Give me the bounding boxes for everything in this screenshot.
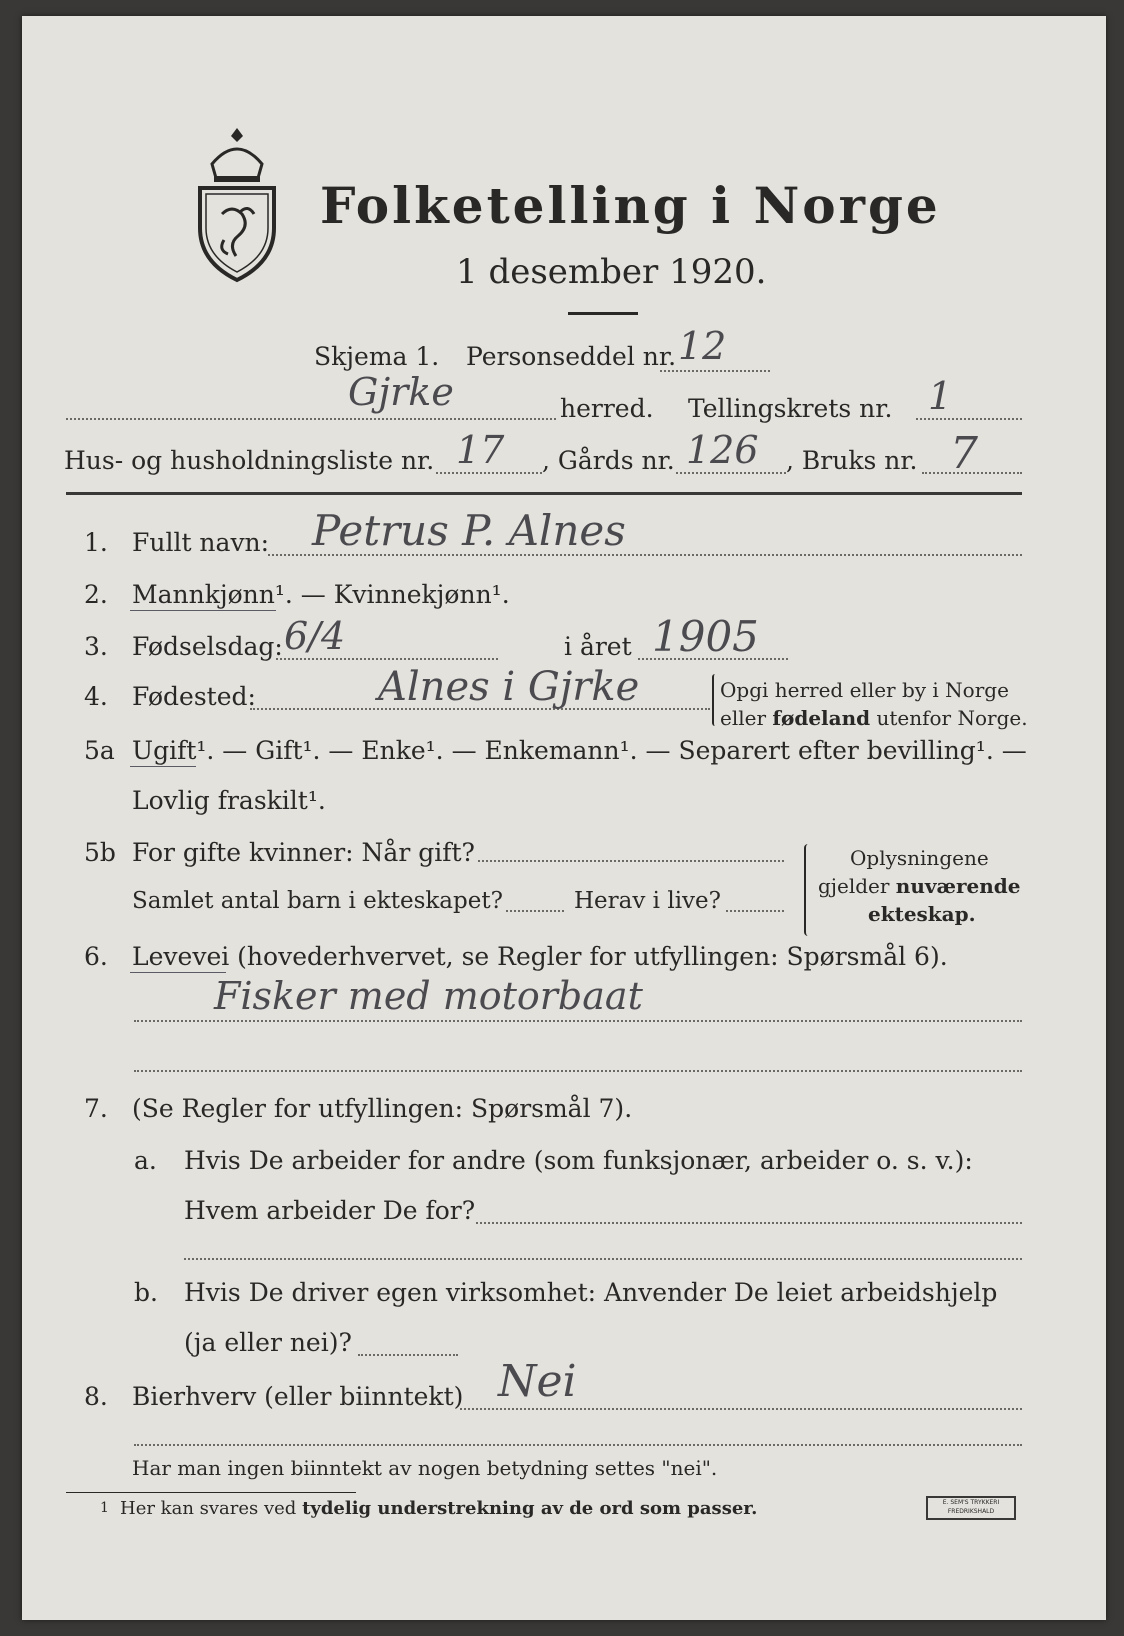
q5b-text-2: Samlet antal barn i ekteskapet?: [132, 888, 503, 914]
q3-line: [276, 658, 498, 660]
q7b-letter: b.: [134, 1278, 158, 1307]
q5b-line-1: [478, 860, 784, 862]
q4-note-2: eller fødeland utenfor Norge.: [720, 706, 1028, 730]
tellingskrets-value: 1: [928, 374, 953, 418]
husholdning-value: 17: [456, 428, 505, 472]
q7-number: 7.: [84, 1094, 108, 1123]
q6-line-2: [134, 1070, 1022, 1072]
q6-underline: [130, 972, 226, 973]
q7a-letter: a.: [134, 1146, 157, 1175]
husholdning-label: Hus- og husholdningsliste nr.: [64, 446, 435, 475]
q8-line-2: [134, 1444, 1022, 1446]
q1-label: Fullt navn:: [132, 528, 270, 557]
q5b-note-2: gjelder nuværende: [818, 874, 1021, 898]
q7b-line: [358, 1354, 458, 1356]
footer-note: Har man ingen biinntekt av nogen betydning settes "nei".: [132, 1456, 718, 1480]
bruks-value: 7: [950, 428, 978, 479]
q7b-text-2: (ja eller nei)?: [184, 1328, 352, 1357]
gards-value: 126: [686, 428, 759, 472]
herred-label: herred.: [560, 394, 654, 423]
husholdning-line: [436, 472, 542, 474]
q3-year-value: 1905: [652, 612, 759, 661]
form-title: Folketelling i Norge: [320, 176, 941, 235]
q5b-text-3: Herav i live?: [574, 888, 721, 914]
footnote-mark: 1: [100, 1500, 109, 1516]
q4-value: Alnes i Gjrke: [378, 664, 640, 710]
bruks-label: , Bruks nr.: [786, 446, 918, 475]
q4-brace: [712, 674, 718, 726]
q5b-line-3: [726, 910, 784, 912]
q5b-text-1: For gifte kvinner: Når gift?: [132, 838, 475, 867]
header-rule: [66, 492, 1022, 495]
footnote-text: Her kan svares ved tydelig understrekning av de ord som passer.: [120, 1498, 758, 1519]
gards-line: [676, 472, 786, 474]
q8-text: Bierhverv (eller biinntekt): [132, 1382, 464, 1411]
personseddel-value: 12: [678, 324, 727, 368]
footnote-rule: [66, 1492, 356, 1493]
q6-text: Levevei (hovederhvervet, se Regler for utfyllingen: Spørsmål 6).: [132, 942, 948, 971]
q3-number: 3.: [84, 632, 108, 661]
q2-number: 2.: [84, 580, 108, 609]
q5a-text-2: Lovlig fraskilt¹.: [132, 786, 326, 815]
q1-number: 1.: [84, 528, 108, 557]
gards-label: , Gårds nr.: [542, 446, 675, 475]
q3-value: 6/4: [284, 614, 346, 658]
q8-value: Nei: [498, 1356, 577, 1407]
q7a-text: Hvis De arbeider for andre (som funksjonær, arbeider o. s. v.):: [184, 1146, 973, 1175]
q4-label: Fødested:: [132, 682, 256, 711]
census-date: 1 desember 1920.: [456, 252, 767, 292]
q2-underline: [130, 610, 276, 611]
coat-of-arms-icon: [192, 124, 282, 284]
tellingskrets-line: [916, 418, 1022, 420]
census-form: [22, 16, 1106, 1620]
q3-year-label: i året: [564, 632, 632, 661]
q5b-brace: [804, 844, 812, 936]
q1-value: Petrus P. Alnes: [312, 506, 626, 555]
q5a-text: Ugift¹. — Gift¹. — Enke¹. — Enkemann¹. — Separert efter bevilling¹. —: [132, 736, 1027, 765]
q3-label: Fødselsdag:: [132, 632, 283, 661]
q7b-text: Hvis De driver egen virksomhet: Anvender De leiet arbeidshjelp: [184, 1278, 998, 1307]
q7a-line-2: [184, 1258, 1022, 1260]
herred-line: [66, 418, 556, 420]
q6-number: 6.: [84, 942, 108, 971]
q5a-number: 5a: [84, 736, 115, 765]
printer-stamp: E. SEM'S TRYKKERI FREDRIKSHALD: [926, 1496, 1016, 1520]
personseddel-label: Personseddel nr.: [466, 342, 677, 371]
q8-line: [460, 1408, 1022, 1410]
q5b-note-3: ekteskap.: [868, 902, 976, 926]
tellingskrets-label: Tellingskrets nr.: [688, 394, 893, 423]
q2-text: Mannkjønn¹. — Kvinnekjønn¹.: [132, 580, 510, 609]
title-divider: [568, 312, 638, 315]
q5b-line-2: [506, 910, 564, 912]
q8-number: 8.: [84, 1382, 108, 1411]
q5a-underline: [130, 766, 196, 767]
q6-value: Fisker med motorbaat: [214, 974, 643, 1018]
herred-value: Gjrke: [348, 370, 454, 414]
q4-number: 4.: [84, 682, 108, 711]
q7-text: (Se Regler for utfyllingen: Spørsmål 7).: [132, 1094, 633, 1123]
q7a-line-1: [476, 1222, 1022, 1224]
q7a-text-2: Hvem arbeider De for?: [184, 1196, 476, 1225]
q5b-note-1: Oplysningene: [850, 846, 989, 870]
skjema-label: Skjema 1.: [314, 342, 440, 371]
q6-line-1: [134, 1020, 1022, 1022]
q5b-number: 5b: [84, 838, 116, 867]
q4-note-1: Opgi herred eller by i Norge: [720, 678, 1009, 702]
personseddel-line: [660, 370, 770, 372]
